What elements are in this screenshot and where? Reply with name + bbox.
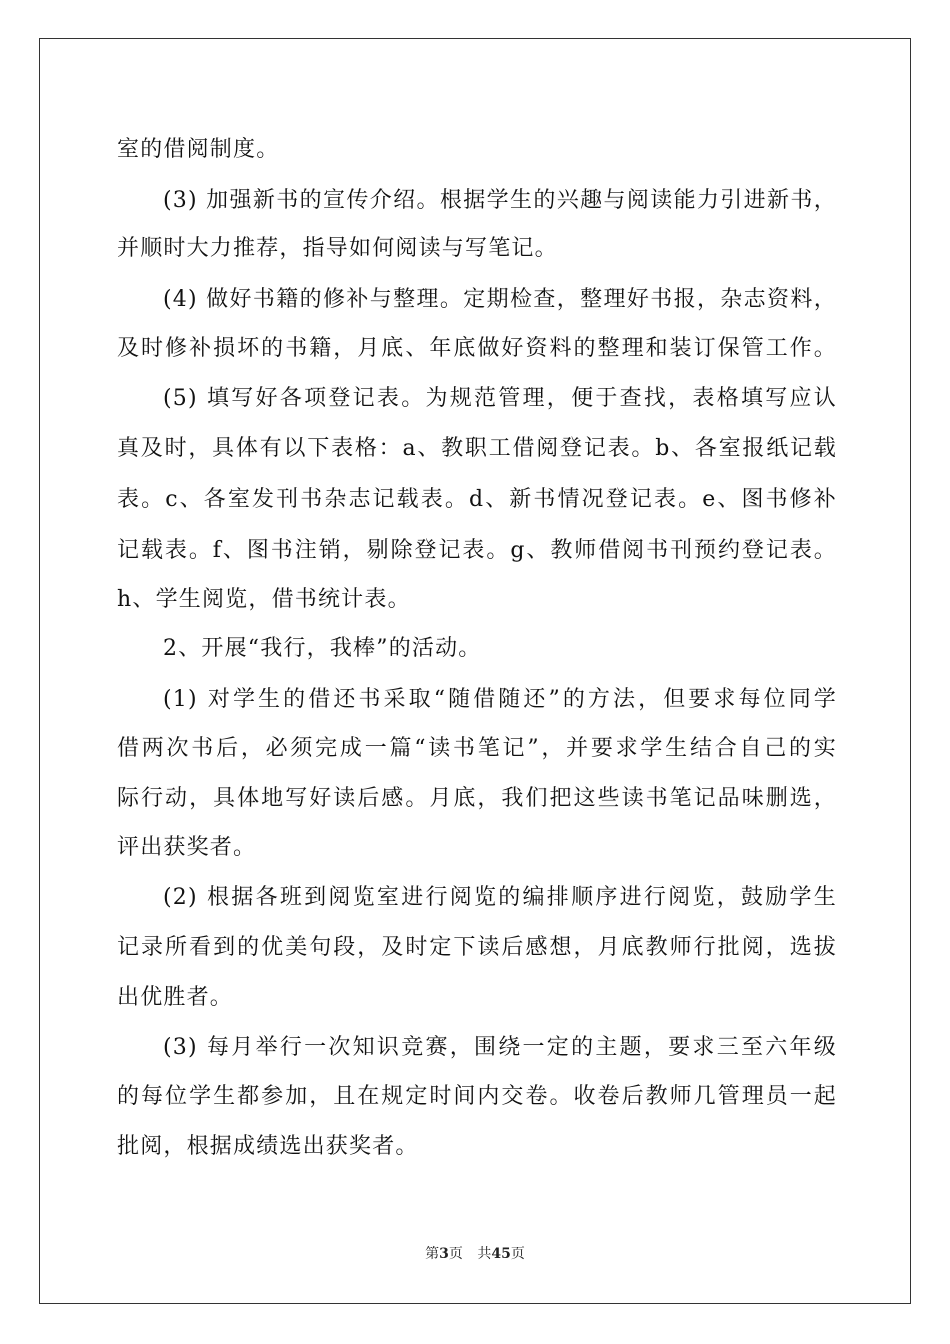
text-line: 及时修补损坏的书籍，月底、年底做好资料的整理和装订保管工作。 (117, 336, 837, 361)
text-line: 际行动，具体地写好读后感。月底，我们把这些读书笔记品味删选， (117, 786, 837, 811)
text-line: 记载表。f、图书注销，剔除登记表。g、教师借阅书刊预约登记表。 (117, 538, 837, 563)
text-line: (5) 填写好各项登记表。为规范管理，便于查找，表格填写应认 (163, 386, 837, 411)
text-line: 真及时，具体有以下表格：a、教职工借阅登记表。b、各室报纸记载 (117, 436, 837, 461)
text-line: (1) 对学生的借还书采取“随借随还”的方法，但要求每位同学 (163, 687, 837, 712)
total-suffix: 页 (510, 1246, 525, 1262)
text-line: 的每位学生都参加，且在规定时间内交卷。收卷后教师几管理员一起 (117, 1084, 837, 1109)
page-total (477, 1246, 524, 1262)
text-line: (3) 加强新书的宣传介绍。根据学生的兴趣与阅读能力引进新书， (163, 188, 837, 213)
page-prefix: 第 (425, 1246, 440, 1262)
text-line: (4) 做好书籍的修补与整理。定期检查，整理好书报，杂志资料， (163, 287, 837, 312)
text-line: 出优胜者。 (117, 985, 234, 1010)
text-line: 批阅，根据成绩选出获奖者。 (117, 1134, 419, 1159)
total-pages: 45 (491, 1246, 511, 1262)
text-line: 表。c、各室发刊书杂志记载表。d、新书情况登记表。e、图书修补 (117, 487, 837, 512)
page-border (39, 38, 911, 1304)
text-line: 室的借阅制度。 (117, 137, 280, 162)
total-prefix: 共 (477, 1246, 492, 1262)
text-line: (2) 根据各班到阅览室进行阅览的编排顺序进行阅览，鼓励学生 (163, 885, 837, 910)
text-line: (3) 每月举行一次知识竞赛，围绕一定的主题，要求三至六年级 (163, 1035, 837, 1060)
page-footer (0, 1245, 950, 1263)
text-line: 记录所看到的优美句段，及时定下读后感想，月底教师行批阅，选拔 (117, 935, 837, 960)
text-line: h、学生阅览，借书统计表。 (117, 587, 411, 612)
section-heading: 2、开展“我行，我棒”的活动。 (163, 636, 482, 661)
page-suffix: 页 (448, 1246, 463, 1262)
text-line: 并顺时大力推荐，指导如何阅读与写笔记。 (117, 236, 558, 261)
current-page: 3 (439, 1246, 449, 1262)
text-line: 评出获奖者。 (117, 835, 257, 860)
text-line: 借两次书后，必须完成一篇“读书笔记”，并要求学生结合自己的实 (117, 736, 837, 761)
page-number (425, 1246, 463, 1262)
